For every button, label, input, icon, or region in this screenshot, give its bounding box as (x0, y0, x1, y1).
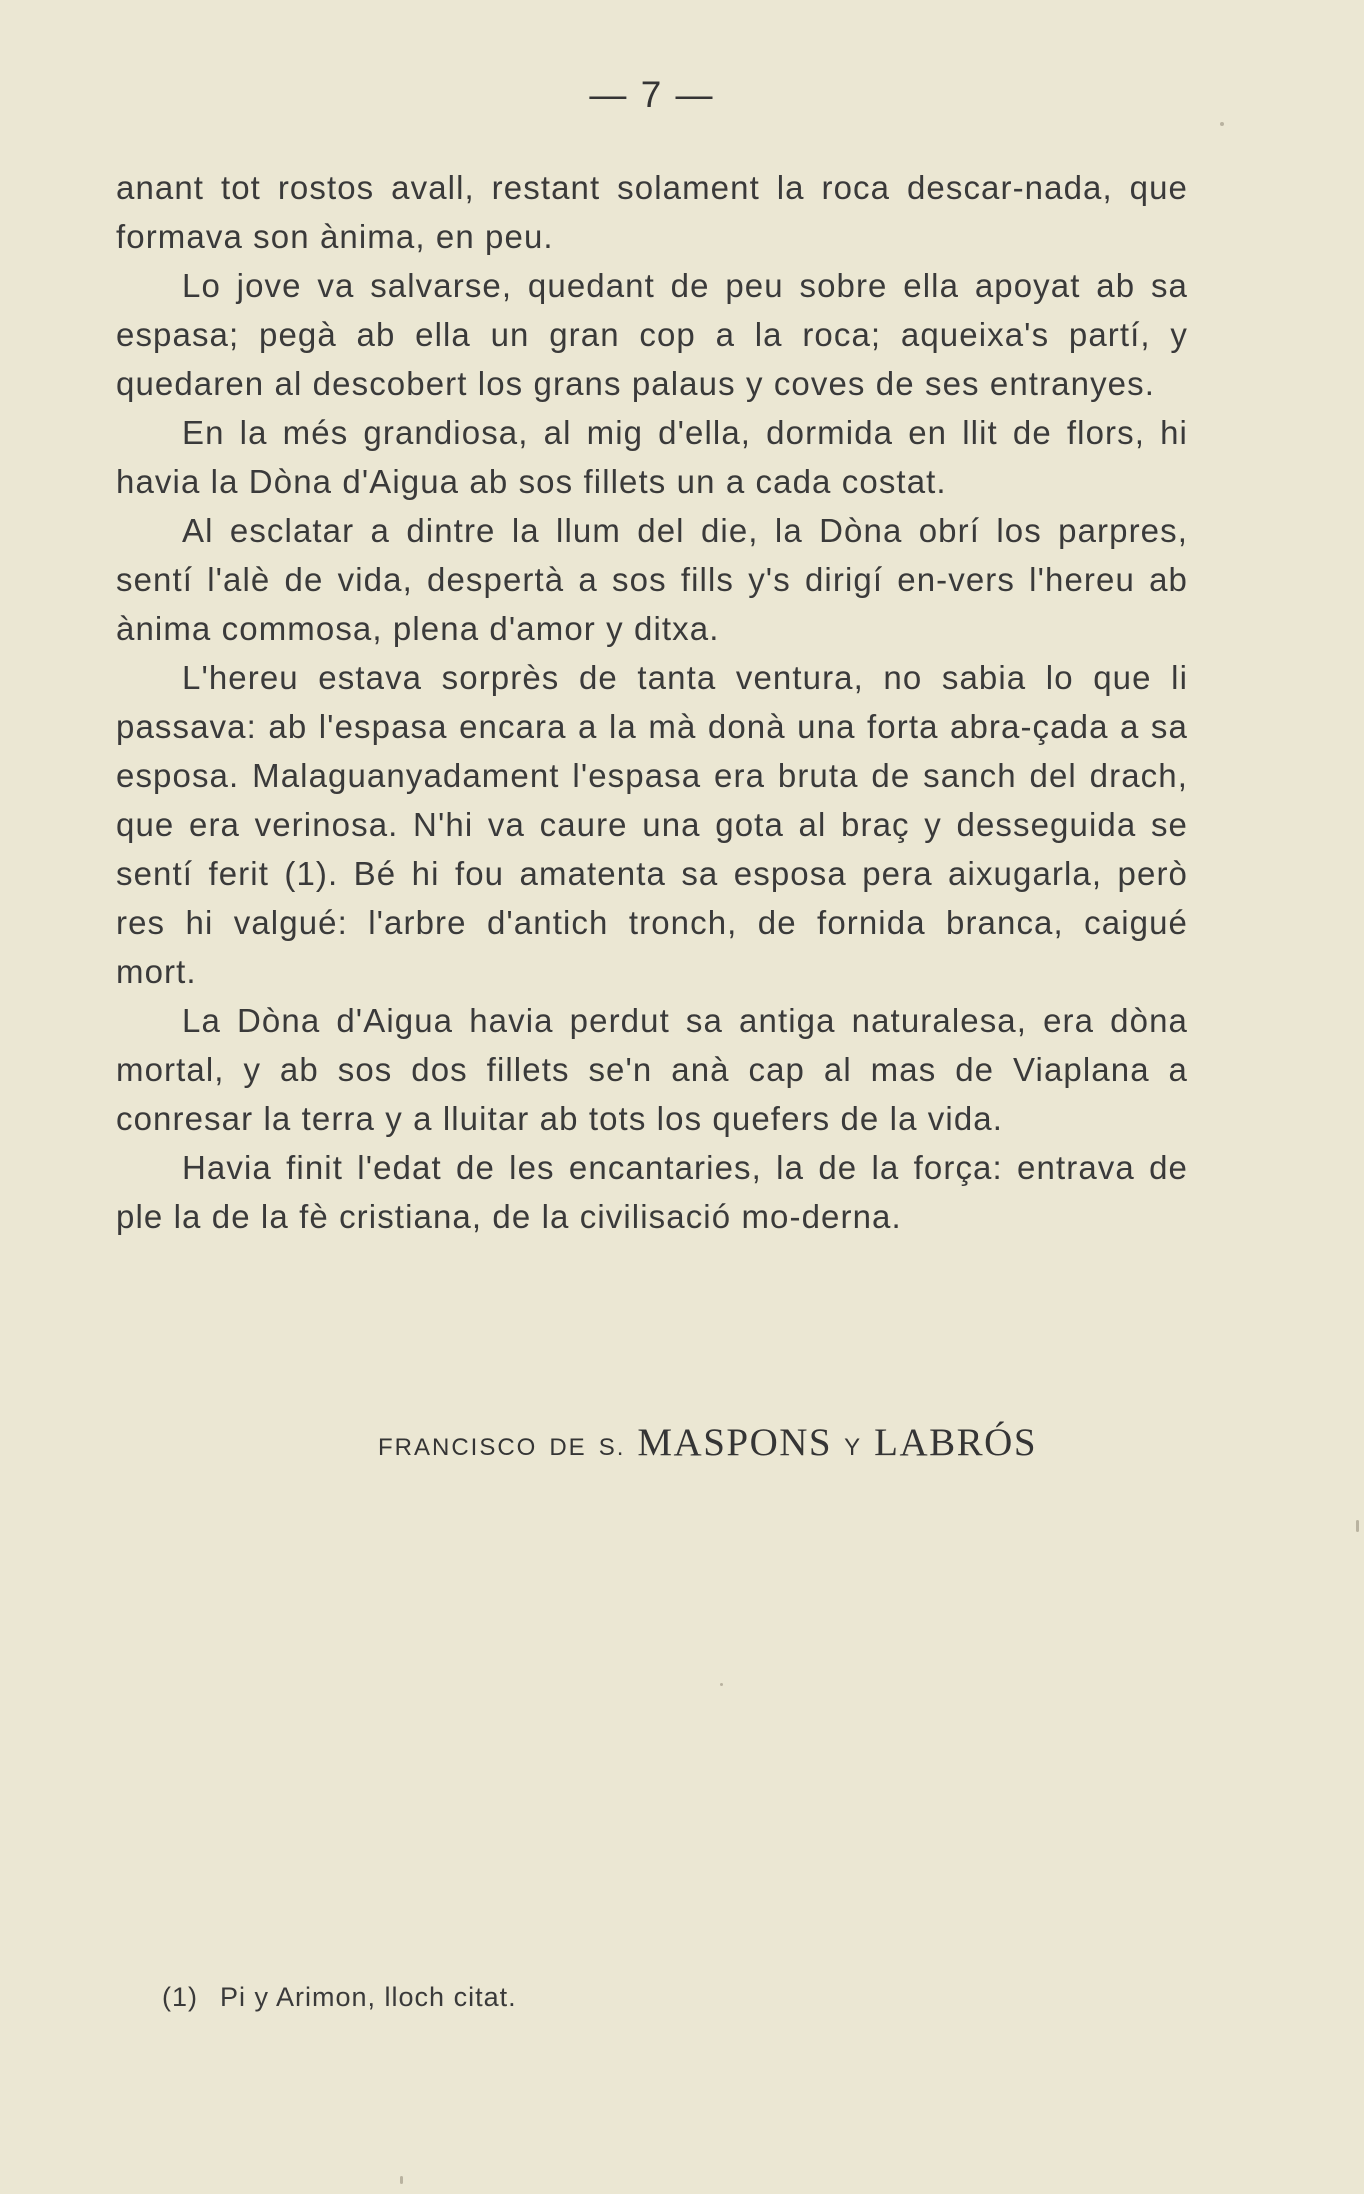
paper-speck (1220, 122, 1224, 126)
paragraph: En la més grandiosa, al mig d'ella, dormida en llit de flors, hi havia la Dòna d'Aigua ab sos fillets un a cada costat. (116, 414, 1188, 500)
body-text (116, 163, 1188, 1241)
paragraph: La Dòna d'Aigua havia perdut sa antiga naturalesa, era dòna mortal, y ab sos dos fillets se'n anà cap al mas de Viaplana a conresar la terra y a lluitar ab tots los quefers de la vida. (116, 1002, 1188, 1137)
signature-conjunction: Y (844, 1434, 863, 1461)
footnote (162, 1982, 517, 2013)
signature-surname-1: MASPONS (637, 1421, 833, 1464)
paragraph: L'hereu estava sorprès de tanta ventura, no sabia lo que li passava: ab l'espasa encara a la mà donà una forta abra-çada a sa esposa. Malaguanyadament l'espasa era bruta de sanch del drach, que era verinosa. N'hi va caure una gota al braç y desseguida se sentí ferit (1). Bé hi fou amatenta sa esposa pera aixugarla, però res hi valgué: l'arbre d'antich tronch, de fornida branca, caigué mort. (116, 659, 1188, 990)
footnote-text: Pi y Arimon, lloch citat. (220, 1982, 517, 2012)
signature-surname-2: LABRÓS (874, 1421, 1038, 1464)
signature-particle: DE (549, 1434, 587, 1461)
paragraph: Lo jove va salvarse, quedant de peu sobre ella apoyat ab sa espasa; pegà ab ella un gran cop a la roca; aqueixa's partí, y quedaren al descobert los grans palaus y coves de ses entranyes. (116, 267, 1188, 402)
signature-initial: S. (598, 1434, 626, 1461)
page-number: — 7 — (589, 74, 715, 115)
paragraph: Havia finit l'edat de les encantaries, la de la força: entrava de ple la de la fè cristiana, de la civilisació mo-derna. (116, 1149, 1188, 1235)
paragraph: anant tot rostos avall, restant solament la roca descar-nada, que formava son ànima, en peu. (116, 169, 1188, 255)
paper-speck (1356, 1520, 1359, 1532)
author-signature (378, 1420, 1178, 1465)
footnote-marker: (1) (162, 1982, 198, 2012)
signature-first-name: FRANCISCO (378, 1434, 538, 1461)
paper-speck (400, 2176, 403, 2184)
paragraph: Al esclatar a dintre la llum del die, la Dòna obrí los parpres, sentí l'alè de vida, despertà a sos fills y's dirigí en-vers l'hereu ab ànima commosa, plena d'amor y ditxa. (116, 512, 1188, 647)
paper-speck (720, 1683, 723, 1686)
